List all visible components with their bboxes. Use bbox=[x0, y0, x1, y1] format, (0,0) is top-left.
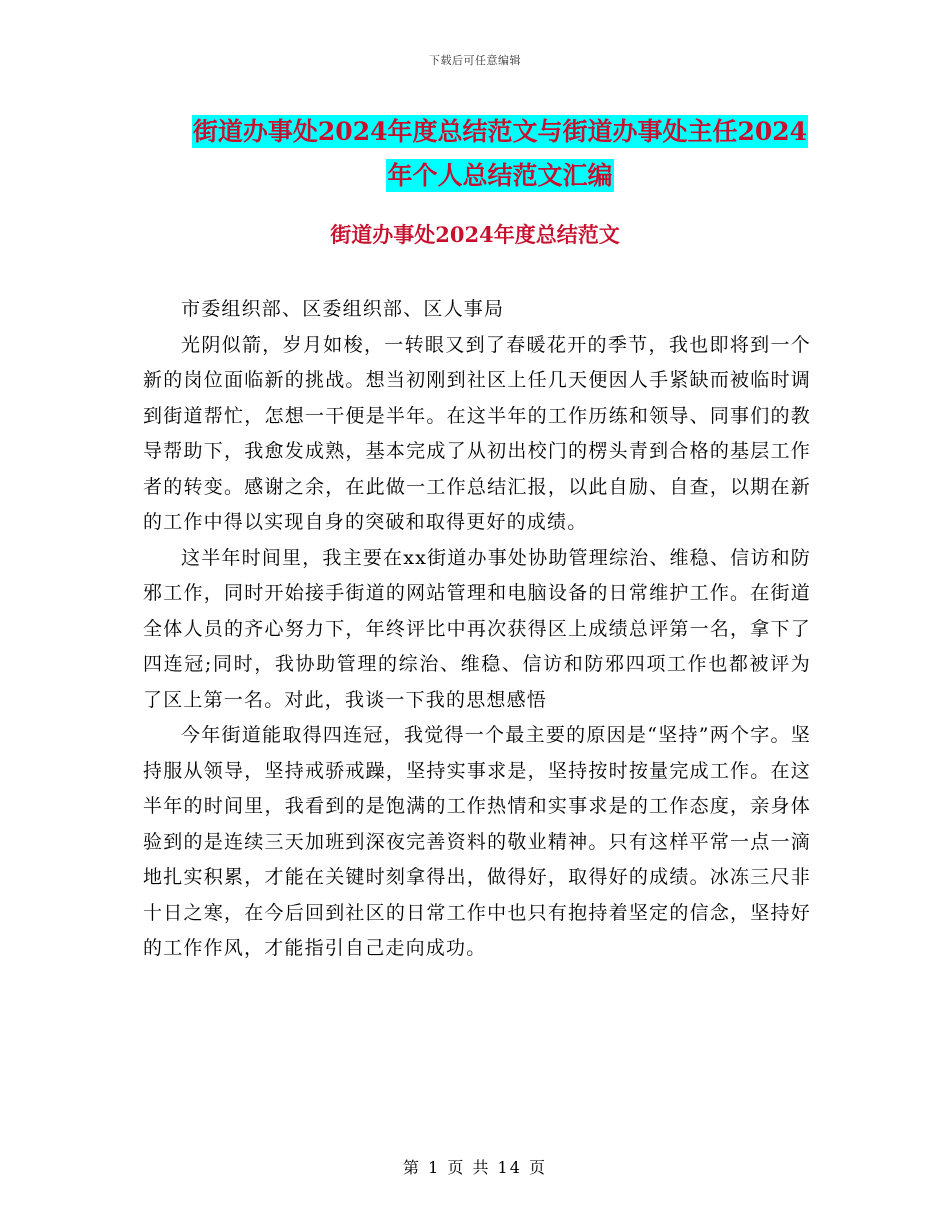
paragraph-3: 今年街道能取得四连冠，我觉得一个最主要的原因是“坚持”两个字。坚持服从领导，坚持戒骄戒躁，坚持实事求是，坚持按时按量完成工作。在这半年的时间里，我看到的是饱满的工作热情和实事求是的工作态度，亲身体验到的是连续三天加班到深夜完善资料的敬业精神。只有这样平常一点一滴地扎实积累，才能在关键时刻拿得出，做得好，取得好的成绩。冰冻三尺非十日之寒，在今后回到社区的日常工作中也只有抱持着坚定的信念，坚持好的工作作风，才能指引自己走向成功。 bbox=[143, 724, 811, 959]
document-body bbox=[143, 292, 811, 967]
paragraph-2: 这半年时间里，我主要在xx街道办事处协助管理综治、维稳、信访和防邪工作，同时开始接手街道的网站管理和电脑设备的日常维护工作。在街道全体人员的齐心努力下，年终评比中再次获得区上成绩总评第一名，拿下了四连冠;同时，我协助管理的综治、维稳、信访和防邪四项工作也都被评为了区上第一名。对此，我谈一下我的思想感悟 bbox=[143, 546, 811, 711]
addressee-line: 市委组织部、区委组织部、区人事局 bbox=[181, 298, 505, 320]
document-title-line-1: 街道办事处2024年度总结范文与街道办事处主任2024 bbox=[192, 117, 808, 146]
page-footer: 第 1 页 共 14 页 bbox=[403, 1158, 547, 1177]
section-title: 街道办事处2024年度总结范文 bbox=[330, 222, 620, 247]
document-title-line-2: 年个人总结范文汇编 bbox=[387, 161, 613, 190]
document-title bbox=[140, 110, 860, 198]
paragraph-1: 光阴似箭，岁月如梭，一转眼又到了春暖花开的季节，我也即将到一个新的岗位面临新的挑战。想当初刚到社区上任几天便因人手紧缺而被临时调到街道帮忙，怎想一干便是半年。在这半年的工作历练和领导、同事们的教导帮助下，我愈发成熟，基本完成了从初出校门的楞头青到合格的基层工作者的转变。感谢之余，在此做一工作总结汇报，以此自励、自查，以期在新的工作中得以实现自身的突破和取得更好的成绩。 bbox=[143, 333, 811, 533]
header-note: 下载后可任意编辑 bbox=[429, 54, 521, 67]
